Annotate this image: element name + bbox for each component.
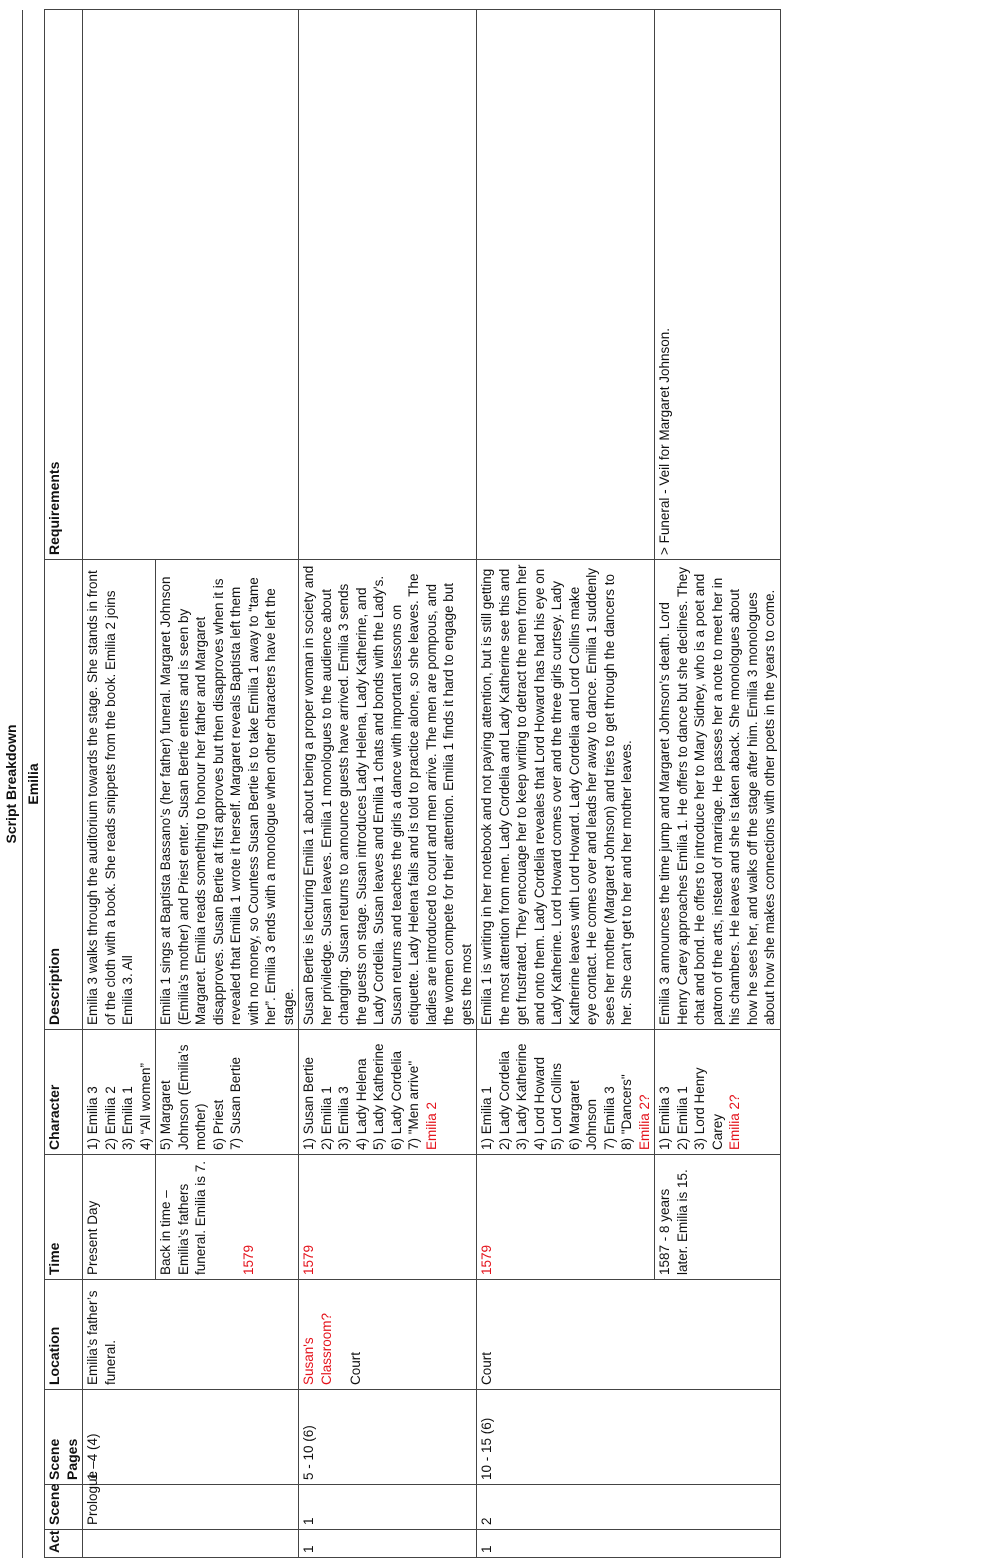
cell-description[interactable]: Emilia 1 sings at Baptista Bassano’s (her father) funeral. Margaret Johnson (Emilia’s mother) and Priest enter. Susan Bertie enters and is seen by Margaret. Emilia reads something to honour her father and Margaret disapproves. Susan Bertie at first approves but then disapproves when it is revealed that Emilia 1 wrote it herself. Margaret reveals Baptista left them with no money, so Countess Susan Bertie is to take Emilia 1 away to “tame her”. Emilia 3 ends with a monologue when other characters have left the stage.: [156, 560, 299, 1030]
character-item: 4) Lady Helena: [353, 1058, 369, 1150]
table-row: [477, 10, 655, 1558]
character-item: 2) Emilia 1: [318, 1086, 334, 1150]
time-year: 1579: [301, 1244, 316, 1275]
character-item: 1) Susan Bertie: [301, 1056, 316, 1150]
header-act[interactable]: Act: [45, 1530, 83, 1558]
cell-character[interactable]: [477, 1030, 655, 1155]
breakdown-table: [44, 9, 781, 1558]
header-requirements[interactable]: Requirements: [45, 10, 83, 560]
character-item: 3) Emilia 3: [336, 1086, 351, 1150]
character-item: 2) Emilia 1: [674, 1086, 690, 1150]
character-item: 3) Lady Katherine: [514, 1043, 529, 1150]
header-scene-pages[interactable]: Scene Pages: [45, 1390, 83, 1485]
location-text: Court: [348, 1351, 363, 1385]
cell-requirements[interactable]: [477, 10, 655, 560]
cell-requirements[interactable]: [83, 10, 299, 560]
cell-time[interactable]: [156, 1155, 299, 1280]
cell-description[interactable]: Emilia 1 is writing in her notebook and not paying attention, but is still getting the most attention from men. Lady Cordelia and Lady Katherine see this and get frustrated. They encouage her to keep writing to detract the men from her and onto them. Lady Cordelia reveales that Lord Howard has had his eye on Lady Katherine. Lord Howard comes over and the three girls curtsey. Lady Katherine leaves with Lord Howard. Lady Cordelia and Lord Collins make eye contact. He comes over and leads her away to dance. Emilia 1 suddenly sees her mother (Margaret Johnson) and tries to get through the dancers to her. She can't get to her and her mother leaves.: [477, 560, 655, 1030]
character-item: 7) "Men arrive": [406, 1060, 421, 1150]
cell-character[interactable]: [83, 1030, 156, 1155]
time-text: Back in time – Emilia’s fathers funeral. Emilia is 7.: [158, 1160, 208, 1275]
cell-scene[interactable]: 2: [477, 1485, 781, 1530]
character-item: 7) Emilia 3: [601, 1086, 617, 1150]
character-item: 8) "Dancers": [619, 1074, 634, 1150]
character-item: 3) Lord Henry Carey: [692, 1067, 725, 1150]
header-character[interactable]: Character: [45, 1030, 83, 1155]
cell-act[interactable]: 1: [477, 1530, 781, 1558]
cell-time[interactable]: [299, 1155, 477, 1280]
character-item: 4) “All women”: [137, 1062, 153, 1150]
cell-location[interactable]: Court: [477, 1280, 781, 1390]
cell-scene[interactable]: Prologue: [83, 1485, 299, 1530]
cell-act[interactable]: [83, 1530, 299, 1558]
character-item: 7) Susan Bertie: [228, 1056, 243, 1150]
character-item-note: Emilia 2?: [636, 1094, 652, 1150]
cell-character[interactable]: [299, 1030, 477, 1155]
character-item: 5) Lord Collins: [549, 1062, 564, 1150]
time-year: 1579: [240, 1244, 256, 1275]
character-item: 1) Emilia 3: [657, 1086, 672, 1150]
sheet-title: Script Breakdown: [0, 10, 23, 1558]
cell-scene[interactable]: 1: [299, 1485, 477, 1530]
header-time[interactable]: Time: [45, 1155, 83, 1280]
cell-act[interactable]: 1: [299, 1530, 477, 1558]
cell-time[interactable]: Present Day: [83, 1155, 156, 1280]
character-item: 4) Lord Howard: [531, 1056, 547, 1150]
character-item: 2) Emilia 2: [102, 1086, 118, 1150]
character-item: 6) Priest: [210, 1099, 226, 1150]
cell-character[interactable]: [655, 1030, 781, 1155]
location-note: Susan's Classroom?: [301, 1312, 334, 1385]
character-item-note: Emilia 2?: [727, 1094, 742, 1150]
header-scene[interactable]: Scene: [45, 1485, 83, 1530]
cell-location[interactable]: [299, 1280, 477, 1390]
cell-pages[interactable]: 10 - 15 (6): [477, 1390, 781, 1485]
header-row: [45, 10, 83, 1558]
sheet-subtitle: Emilia: [22, 10, 45, 1558]
cell-requirements[interactable]: [299, 10, 477, 560]
cell-description[interactable]: Emilia 3 announces the time jump and Margaret Johnson's death. Lord Henry Carey approaches Emilia 1. He offers to dance but she declines. They chat and bond. He offers to introduce her to Mary Sidney, who is a poet and patron of the arts, instead of marriage. He passes her a note to meet her in his chambers. He leaves and she is taken aback. She monologues about how he sees her, and walks off the stage after him. Emilia 3 monologues about how she makes connections with other poets in the years to come.: [655, 560, 781, 1030]
cell-pages[interactable]: 5 - 10 (6): [299, 1390, 477, 1485]
character-item: 2) Lady Cordelia: [496, 1050, 512, 1150]
cell-pages[interactable]: 1 –4 (4): [83, 1390, 299, 1485]
character-item: 1) Emilia 1: [479, 1086, 494, 1150]
character-item: 6) Margaret Johnson: [566, 1080, 599, 1150]
table-row: [83, 10, 156, 1558]
cell-character[interactable]: [156, 1030, 299, 1155]
header-description[interactable]: Description: [45, 560, 83, 1030]
character-item: 5) Lady Katherine: [371, 1043, 386, 1150]
cell-location[interactable]: Emilia’s father’s funeral.: [83, 1280, 299, 1390]
cell-time[interactable]: 1587 - 8 years later. Emilia is 15.: [655, 1155, 781, 1280]
cell-time[interactable]: [477, 1155, 655, 1280]
time-year: 1579: [479, 1244, 494, 1275]
character-item: 6) Lady Cordelia: [388, 1050, 404, 1150]
header-location[interactable]: Location: [45, 1280, 83, 1390]
table-row: [299, 10, 477, 1558]
character-item: 3) Emilia 1: [120, 1086, 135, 1150]
cell-description[interactable]: Susan Bertie is lecturing Emilia 1 about being a proper woman in society and her priviledge. Susan leaves. Emilia 1 monologues to the audience about changing. Susan returns to announce guests have arrived. Emilia 3 sends the guests on stage. Susan introduces Lady Helena, Lady Katherine, and Lady Cordelia. Susan leaves and Emilia 1 chats and bonds with the Lady's. Susan returns and teaches the girls a dance with important lessons on etiquette. Lady Helena fails and is told to practice alone, so she leaves. The ladies are introduced to court and men arrive. The men are pompous, and the women compete for their attention. Emilia 1 finds it hard to engage but gets the most: [299, 560, 477, 1030]
cell-requirements[interactable]: > Funeral - Veil for Margaret Johnson.: [655, 10, 781, 560]
character-item-note: Emilia 2: [423, 1101, 439, 1150]
cell-description[interactable]: Emilia 3 walks through the auditorium towards the stage. She stands in front of the cloth with a book. She reads snippets from the book. Emilia 2 joins Emilia 3. All: [83, 560, 156, 1030]
character-item: 1) Emilia 3: [85, 1086, 100, 1150]
character-item: 5) Margaret Johnson (Emilia’s mother): [158, 1044, 208, 1150]
